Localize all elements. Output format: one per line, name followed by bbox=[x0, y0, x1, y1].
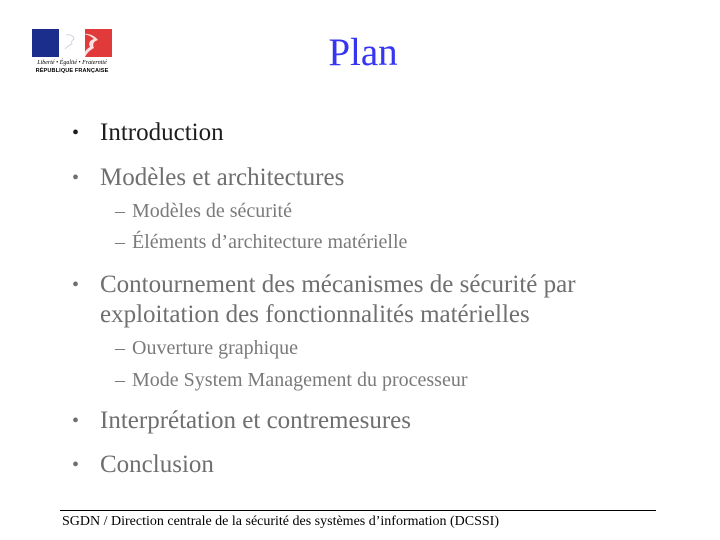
dash-icon: – bbox=[115, 369, 125, 391]
bullet-label: Modèles et architectures bbox=[100, 164, 345, 191]
bullet-label: Conclusion bbox=[100, 451, 214, 478]
bullet-label: Interprétation et contremesures bbox=[100, 407, 411, 434]
subitem-label: Modèles de sécurité bbox=[132, 200, 292, 222]
dash-icon: – bbox=[115, 231, 125, 253]
bullet-icon: • bbox=[72, 454, 80, 476]
bullet-label-continued: exploitation des fonctionnalités matérielles bbox=[100, 301, 530, 328]
footer-divider bbox=[60, 510, 656, 511]
bullet-icon: • bbox=[72, 167, 80, 189]
dash-icon: – bbox=[115, 200, 125, 222]
logo-motto: Liberté • Égalité • Fraternité bbox=[37, 60, 107, 66]
bullet-icon: • bbox=[72, 410, 80, 432]
bullet-icon: • bbox=[72, 122, 80, 144]
slide-title-text: Plan bbox=[328, 31, 398, 74]
subitem-label: Ouverture graphique bbox=[132, 337, 299, 359]
bullet-label: Contournement des mécanismes de sécurité par bbox=[100, 271, 576, 298]
bullet-icon: • bbox=[72, 274, 80, 296]
footer-text: SGDN / Direction centrale de la sécurité des systèmes d’information (DCSSI) bbox=[62, 514, 500, 529]
subitem-label: Mode System Management du processeur bbox=[132, 369, 468, 391]
logo-country-name: RÉPUBLIQUE FRANÇAISE bbox=[35, 68, 109, 74]
dash-icon: – bbox=[115, 337, 125, 359]
subitem-label: Éléments d’architecture matérielle bbox=[132, 231, 408, 253]
slide-title bbox=[0, 30, 720, 76]
bullet-label: Introduction bbox=[100, 119, 224, 146]
